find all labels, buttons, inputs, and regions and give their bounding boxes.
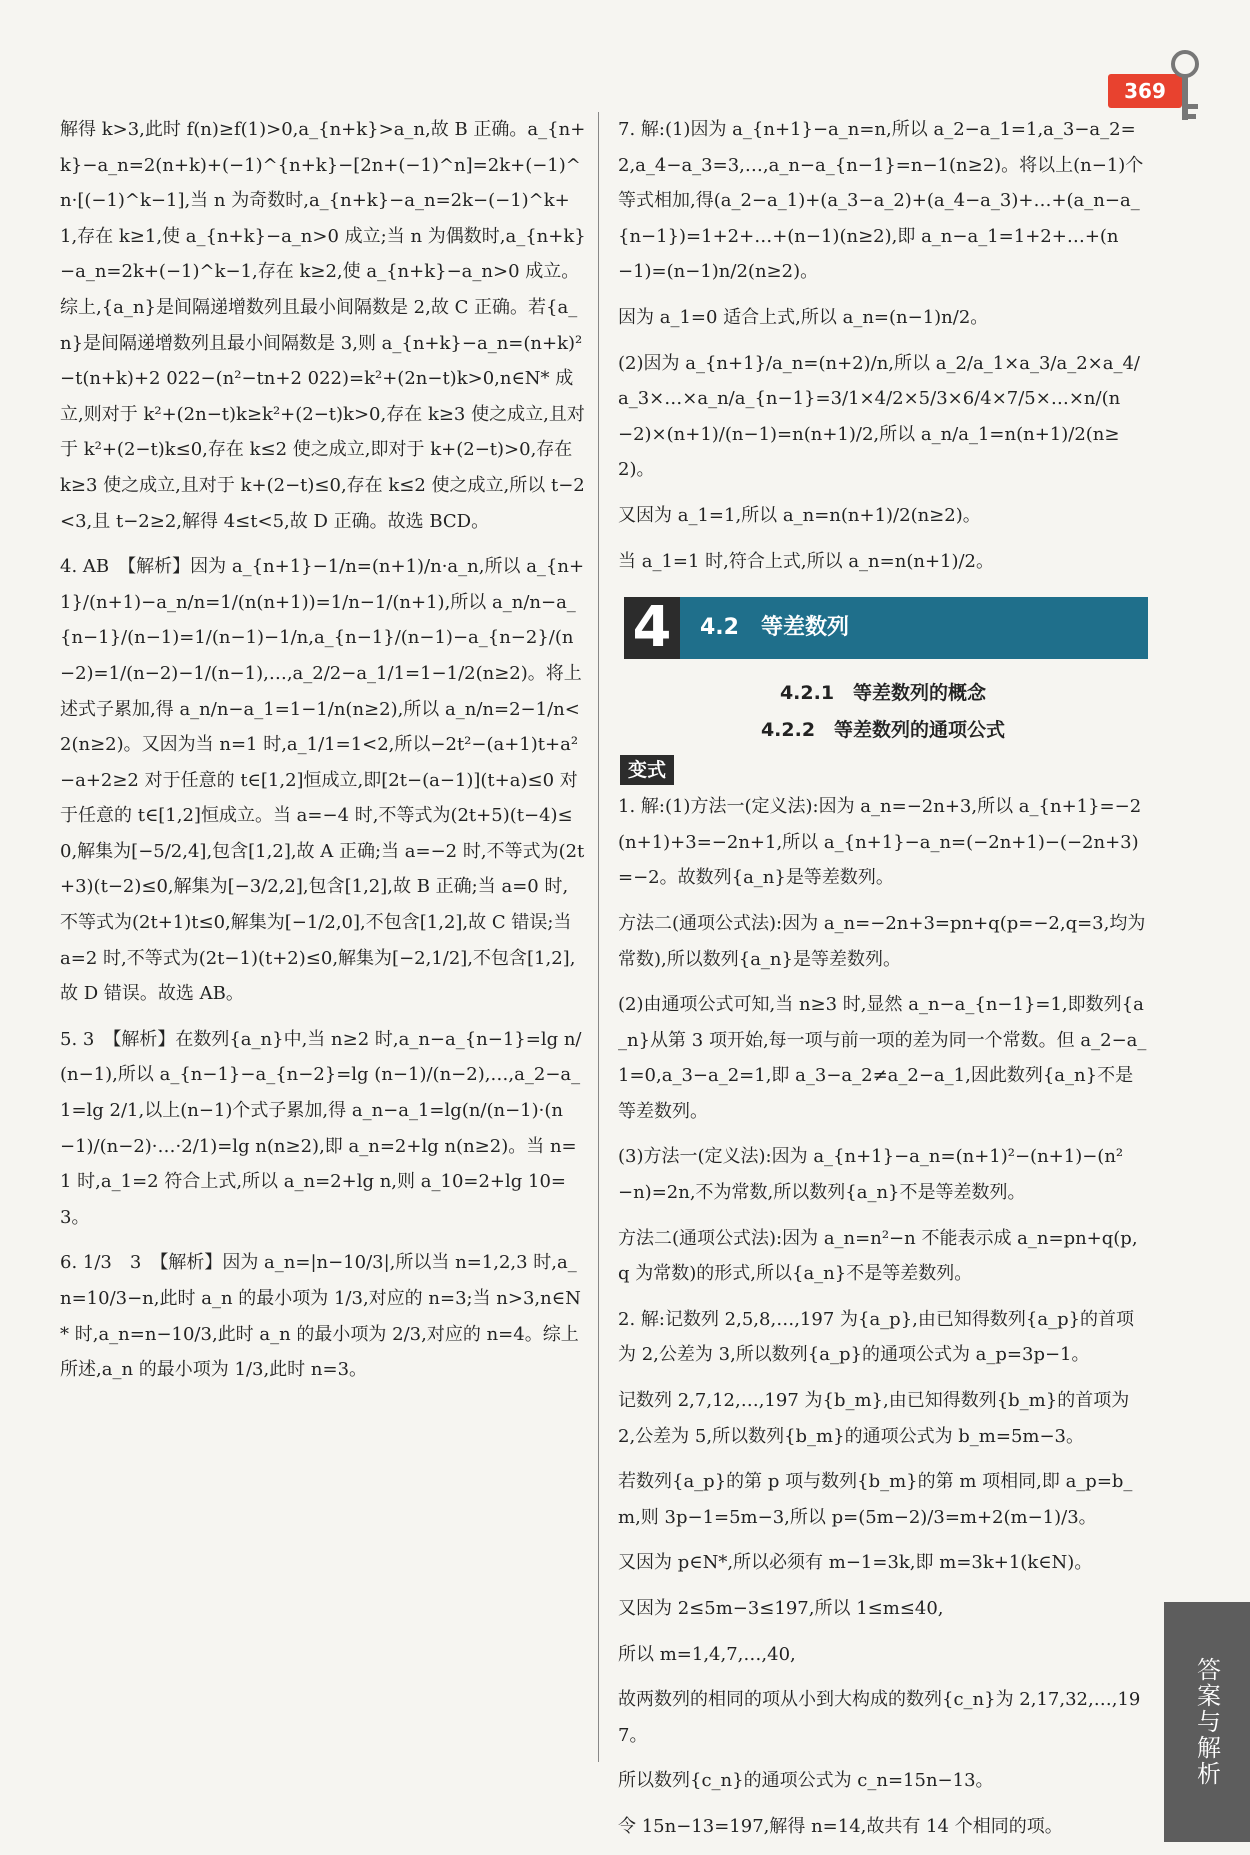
right-paragraph-bottom-5: 2. 解:记数列 2,5,8,…,197 为{a_p},由已知得数列{a_p}的首项为 2,公差为 3,所以数列{a_p}的通项公式为 a_p=3p−1。 bbox=[618, 1308, 1135, 1366]
left-column bbox=[60, 112, 586, 1398]
right-paragraph-bottom-6: 记数列 2,7,12,…,197 为{b_m},由已知得数列{b_m}的首项为 2,公差为 5,所以数列{b_m}的通项公式为 b_m=5m−3。 bbox=[618, 1390, 1130, 1447]
key-icon bbox=[1160, 48, 1210, 128]
right-paragraph-top-0: 7. 解:(1)因为 a_{n+1}−a_n=n,所以 a_2−a_1=1,a_3−a_2=2,a_4−a_3=3,…,a_n−a_{n−1}=n−1(n≥2)。将以上(n−1)个等式相加,得(a_2−a_1)+(a_3−a_2)+(a_4−a_3)+…+(a_n−a_{n−1})=1+2+…+(n−1)(n≥2),即 a_n−a_1=1+2+…+(n−1)=(n−1)n/2(n≥2)。 bbox=[618, 119, 1144, 283]
right-paragraph-top-1: 因为 a_1=0 适合上式,所以 a_n=(n−1)n/2。 bbox=[618, 306, 989, 328]
section-digit: 4 bbox=[624, 597, 680, 659]
right-paragraph-bottom-12: 所以数列{c_n}的通项公式为 c_n=15n−13。 bbox=[618, 1770, 994, 1792]
right-paragraph-bottom-4: 方法二(通项公式法):因为 a_n=n²−n 不能表示成 a_n=pn+q(p,q 为常数)的形式,所以{a_n}不是等差数列。 bbox=[618, 1227, 1138, 1285]
side-tab-label: 答案与解析 bbox=[1192, 1657, 1221, 1787]
section-title: 4.2 等差数列 bbox=[700, 615, 849, 641]
side-tab bbox=[1164, 1602, 1250, 1842]
page-number: 369 bbox=[1108, 74, 1182, 108]
right-paragraph-bottom-13: 令 15n−13=197,解得 n=14,故共有 14 个相同的项。 bbox=[618, 1815, 1063, 1837]
column-divider bbox=[598, 112, 599, 1762]
left-paragraph-0: 解得 k>3,此时 f(n)≥f(1)>0,a_{n+k}>a_n,故 B 正确。a_{n+k}−a_n=2(n+k)+(−1)^{n+k}−[2n+(−1)^n]=2k+(−1)^n·[(−1)^k−1],当 n 为奇数时,a_{n+k}−a_n=2k−(−1)^k+1,存在 k≥1,使 a_{n+k}−a_n>0 成立;当 n 为偶数时,a_{n+k}−a_n=2k+(−1)^k−1,存在 k≥2,使 a_{n+k}−a_n>0 成立。综上,{a_n}是间隔递增数列且最小间隔数是 2,故 C 正确。若{a_n}是间隔递增数列且最小间隔数是 3,则 a_{n+k}−a_n=(n+k)²−t(n+k)+2 022−(n²−tn+2 022)=k²+(2n−t)k>0,n∈N* 成立,则对于 k²+(2n−t)k≥k²+(2−t)k>0,存在 k≥3 使之成立,且对于 k²+(2−t)k≤0,存在 k≤2 使之成立,即对于 k+(2−t)>0,存在 k≥3 使之成立,且对于 k+(2−t)≤0,存在 k≤2 使之成立,所以 t−2<3,且 t−2≥2,解得 4≤t<5,故 D 正确。故选 BCD。 bbox=[60, 119, 586, 532]
right-paragraph-bottom-10: 所以 m=1,4,7,…,40, bbox=[618, 1643, 796, 1665]
left-paragraph-1: 4. AB 【解析】因为 a_{n+1}−1/n=(n+1)/n·a_n,所以 a_{n+1}/(n+1)−a_n/n=1/(n(n+1))=1/n−1/(n+1),所以 a_n/n−a_{n−1}/(n−1)=1/(n−1)−1/n,a_{n−1}/(n−1)−a_{n−2}/(n−2)=1/(n−2)−1/(n−1),…,a_2/2−a_1/1=1−1/2(n≥2)。将上述式子累加,得 a_n/n−a_1=1−1/n(n≥2),所以 a_n/n=2−1/n<2(n≥2)。又因为当 n=1 时,a_1/1=1<2,所以−2t²−(a+1)t+a²−a+2≥2 对于任意的 t∈[1,2]恒成立,即[2t−(a−1)](t+a)≤0 对于任意的 t∈[1,2]恒成立。当 a=−4 时,不等式为(2t+5)(t−4)≤0,解集为[−5/2,4],包含[1,2],故 A 正确;当 a=−2 时,不等式为(2t+3)(t−2)≤0,解集为[−3/2,2],包含[1,2],故 B 正确;当 a=0 时,不等式为(2t+1)t≤0,解集为[−1/2,0],不包含[1,2],故 C 错误;当 a=2 时,不等式为(2t−1)(t+2)≤0,解集为[−2,1/2],不包含[1,2],故 D 错误。故选 AB。 bbox=[60, 556, 585, 1005]
right-paragraph-bottom-8: 又因为 p∈N*,所以必须有 m−1=3k,即 m=3k+1(k∈N)。 bbox=[618, 1552, 1093, 1574]
left-paragraph-3: 6. 1/3 3 【解析】因为 a_n=|n−10/3|,所以当 n=1,2,3 时,a_n=10/3−n,此时 a_n 的最小项为 1/3,对应的 n=3;当 n>3,n∈N* 时,a_n=n−10/3,此时 a_n 的最小项为 2/3,对应的 n=4。综上所述,a_n 的最小项为 1/3,此时 n=3。 bbox=[60, 1252, 581, 1381]
right-paragraph-top-2: (2)因为 a_{n+1}/a_n=(n+2)/n,所以 a_2/a_1×a_3/a_2×a_4/a_3×…×a_n/a_{n−1}=3/1×4/2×5/3×6/4×7/5×…×n/(n−2)×(n+1)/(n−1)=n(n+1)/2,所以 a_n/a_1=n(n+1)/2(n≥2)。 bbox=[618, 352, 1140, 481]
right-paragraph-top-4: 当 a_1=1 时,符合上式,所以 a_n=n(n+1)/2。 bbox=[618, 550, 995, 572]
left-paragraph-2: 5. 3 【解析】在数列{a_n}中,当 n≥2 时,a_n−a_{n−1}=lg n/(n−1),所以 a_{n−1}−a_{n−2}=lg (n−1)/(n−2),…,a_2−a_1=lg 2/1,以上(n−1)个式子累加,得 a_n−a_1=lg(n/(n−1)·(n−1)/(n−2)·…·2/1)=lg n(n≥2),即 a_n=2+lg n(n≥2)。当 n=1 时,a_1=2 符合上式,所以 a_n=2+lg n,则 a_10=2+lg 10=3。 bbox=[60, 1028, 582, 1228]
right-column bbox=[618, 112, 1148, 1855]
right-paragraph-bottom-9: 又因为 2≤5m−3≤197,所以 1≤m≤40, bbox=[618, 1598, 944, 1619]
right-paragraph-top-3: 又因为 a_1=1,所以 a_n=n(n+1)/2(n≥2)。 bbox=[618, 504, 981, 526]
right-paragraph-bottom-11: 故两数列的相同的项从小到大构成的数列{c_n}为 2,17,32,…,197。 bbox=[618, 1689, 1141, 1746]
subsection-title-2: 4.2.2 等差数列的通项公式 bbox=[760, 719, 1006, 742]
right-paragraph-bottom-0: 1. 解:(1)方法一(定义法):因为 a_n=−2n+3,所以 a_{n+1}=−2(n+1)+3=−2n+1,所以 a_{n+1}−a_n=(−2n+1)−(−2n+3)=−2。故数列{a_n}是等差数列。 bbox=[618, 796, 1142, 889]
right-paragraph-bottom-7: 若数列{a_p}的第 p 项与数列{b_m}的第 m 项相同,即 a_p=b_m,则 3p−1=5m−3,所以 p=(5m−2)/3=m+2(m−1)/3。 bbox=[618, 1471, 1133, 1528]
right-paragraph-bottom-3: (3)方法一(定义法):因为 a_{n+1}−a_n=(n+1)²−(n+1)−(n²−n)=2n,不为常数,所以数列{a_n}不是等差数列。 bbox=[618, 1146, 1124, 1204]
right-paragraph-bottom-1: 方法二(通项公式法):因为 a_n=−2n+3=pn+q(p=−2,q=3,均为常数),所以数列{a_n}是等差数列。 bbox=[618, 912, 1146, 970]
subsection-title-1: 4.2.1 等差数列的概念 bbox=[779, 682, 987, 705]
section-header bbox=[624, 597, 1148, 659]
right-paragraph-bottom-2: (2)由通项公式可知,当 n≥3 时,显然 a_n−a_{n−1}=1,即数列{a_n}从第 3 项开始,每一项与前一项的差为同一个常数。但 a_2−a_1=0,a_3−a_2=1,即 a_3−a_2≠a_2−a_1,因此数列{a_n}不是等差数列。 bbox=[618, 994, 1147, 1122]
variant-tag: 变式 bbox=[620, 755, 674, 785]
